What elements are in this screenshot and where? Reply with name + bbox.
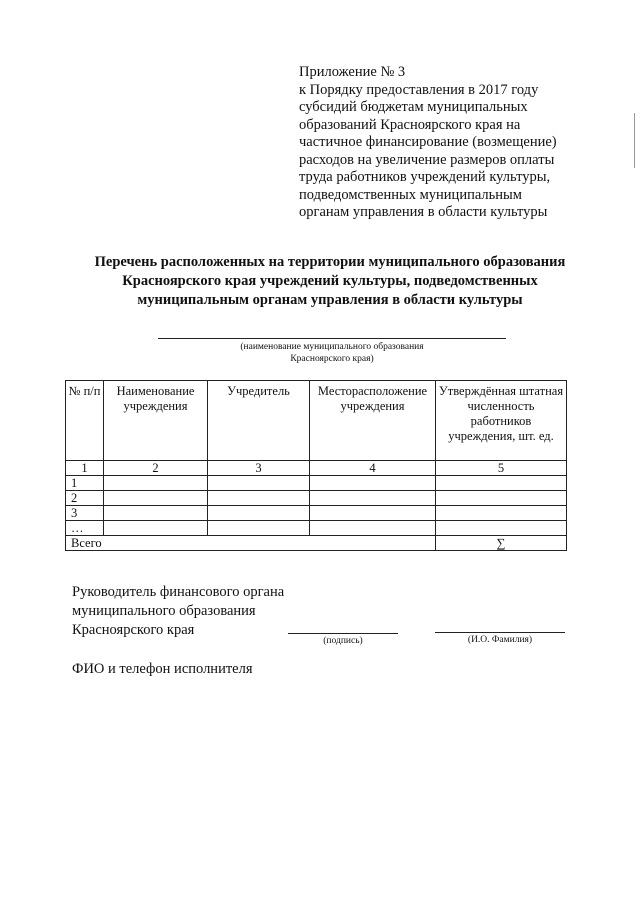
table-cell [104,476,208,491]
table-row [66,476,567,491]
table-cell: 3 [208,461,310,476]
table-cell: 3 [66,506,104,521]
header-location: Месторасположение учреждения [310,381,436,461]
municipality-caption [158,341,506,365]
table-cell [208,506,310,521]
appendix-line: к Порядку предоставления в 2017 году [299,81,539,98]
column-index-row [66,461,567,476]
municipality-caption-line: Красноярского края) [290,354,374,364]
name-caption: (И.О. Фамилия) [467,635,533,645]
table-cell [436,521,567,536]
table-cell [436,506,567,521]
signature-line [288,633,398,634]
table-cell: 1 [66,476,104,491]
title-line: Красноярского края учреждений культуры, подведомственных [122,273,538,289]
appendix-line: труда работников учреждений культуры, [299,169,551,185]
title-line: Перечень расположенных на территории муниципального образования [94,254,566,270]
appendix-line: подведомственных муниципальным [299,186,522,203]
total-sum: ∑ [436,536,567,551]
signatory-line: Руководитель финансового органа [72,584,285,600]
header-staff-count: Утверждённая штатная численность работников учреждения, шт. ед. [436,381,567,461]
table-cell [104,491,208,506]
table-cell [436,476,567,491]
appendix-line: органам управления в области культуры [299,204,548,220]
table-cell [310,491,436,506]
appendix-line: расходов на увеличение размеров оплаты [299,151,555,168]
appendix-block [299,64,599,222]
header-name: Наименование учреждения [104,381,208,461]
table-cell [208,521,310,536]
signatory-line: Красноярского края [72,622,195,638]
signature-caption: (подпись) [323,636,363,646]
table-cell [310,506,436,521]
table-cell [310,521,436,536]
signature-block [72,583,284,640]
table-cell [310,476,436,491]
header-number: № п/п [66,381,104,461]
table-cell: 1 [66,461,104,476]
table-cell [104,521,208,536]
municipality-name-line [158,338,506,339]
scan-edge-mark [634,113,635,168]
table-cell: 2 [104,461,208,476]
municipality-caption-line: (наименование муниципального образования [240,342,424,352]
appendix-title: Приложение № 3 [299,64,406,80]
table-row [66,506,567,521]
table-cell [208,491,310,506]
name-line [435,632,565,633]
table-header-row [66,381,567,461]
appendix-line: образований Красноярского края на [299,116,521,133]
total-label: Всего [66,536,436,551]
signatory-line: муниципального образования [72,603,256,619]
table-cell [104,506,208,521]
table-cell: 5 [436,461,567,476]
document-title [60,253,600,310]
title-line: муниципальным органам управления в области культуры [137,292,523,308]
appendix-line: частичное финансирование (возмещение) [299,134,557,150]
executor-label: ФИО и телефон исполнителя [72,661,253,677]
institutions-table [65,380,567,551]
appendix-line: субсидий бюджетам муниципальных [299,99,528,115]
table-cell [208,476,310,491]
table-cell [436,491,567,506]
total-row [66,536,567,551]
table-cell: 2 [66,491,104,506]
header-founder: Учредитель [208,381,310,461]
table-cell: 4 [310,461,436,476]
table-cell: … [66,521,104,536]
table-row [66,491,567,506]
table-row [66,521,567,536]
